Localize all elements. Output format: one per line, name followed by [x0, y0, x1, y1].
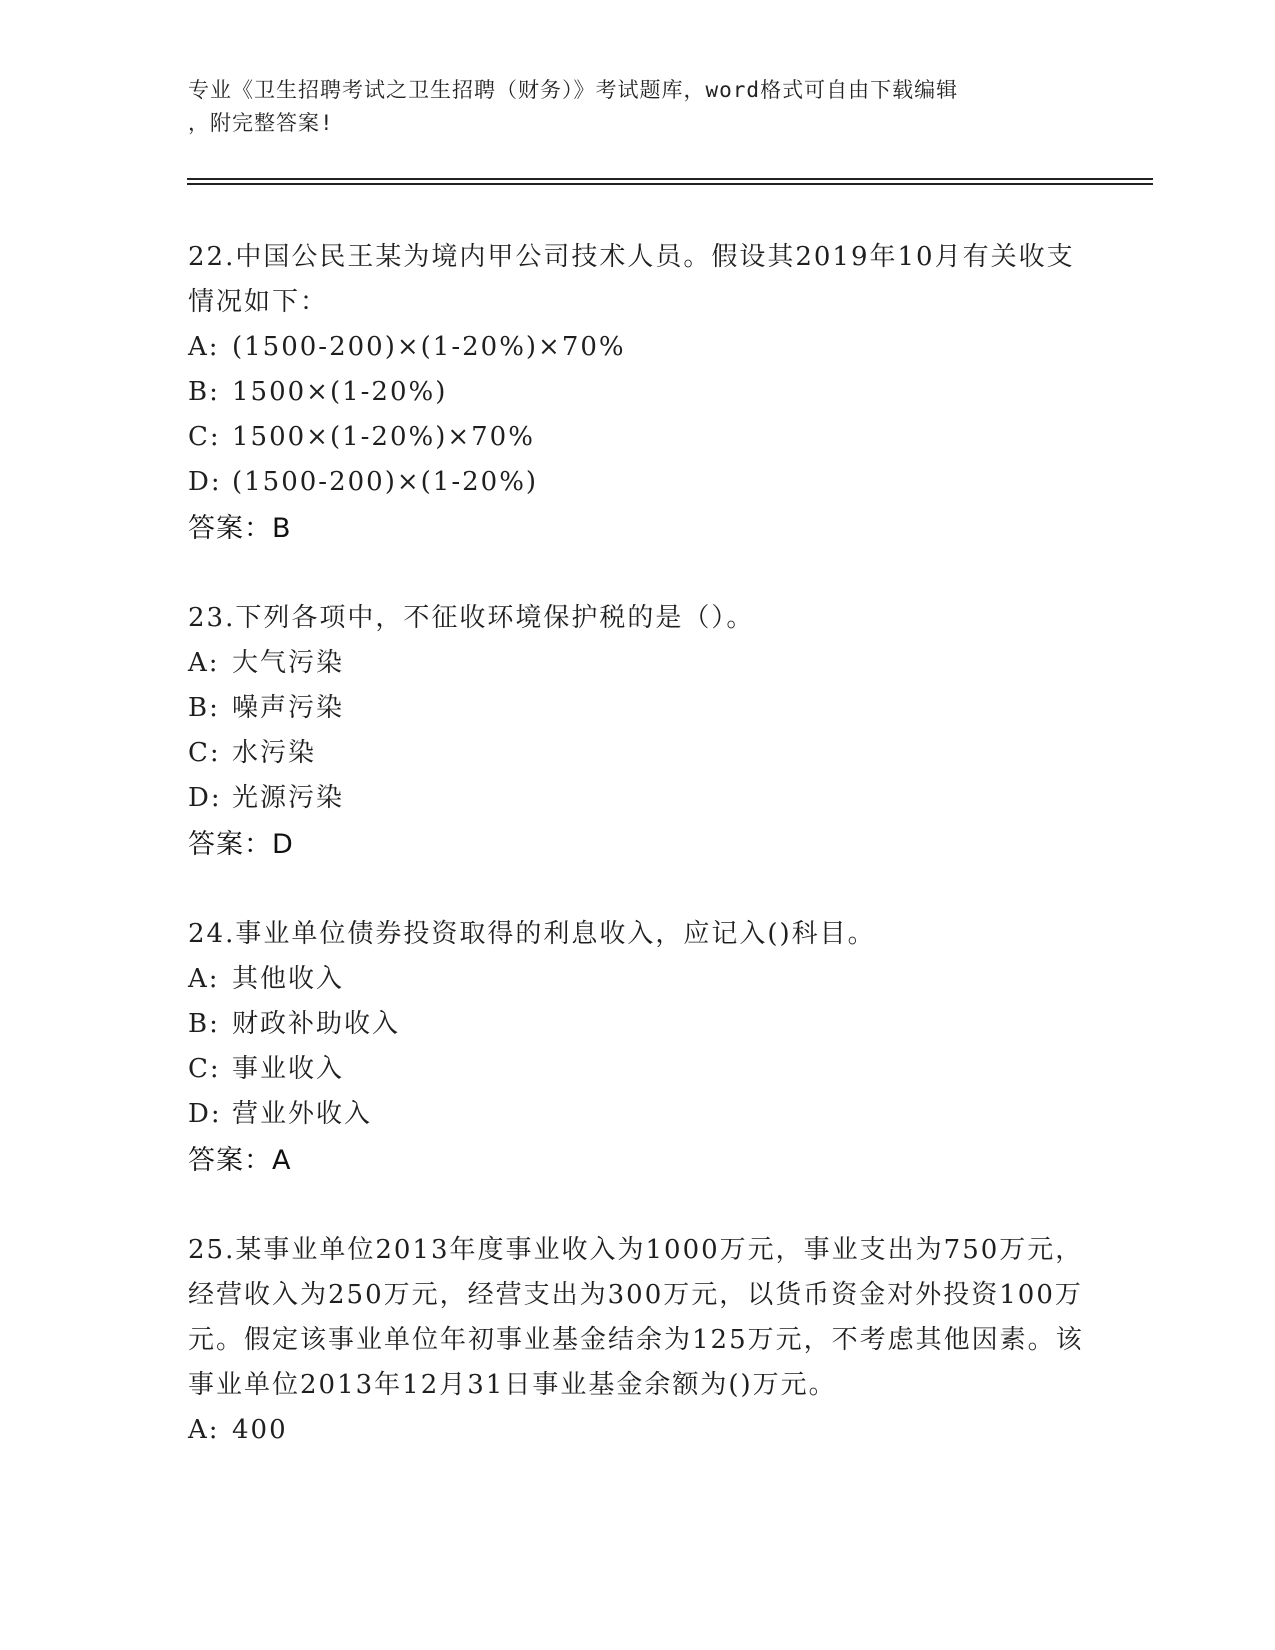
option-text: 事业收入: [232, 1054, 345, 1084]
option-b: [188, 370, 1088, 415]
option-key: D:: [188, 783, 222, 813]
option-c: [188, 415, 1088, 460]
option-key: D:: [188, 467, 222, 497]
option-key: D:: [188, 1099, 222, 1129]
option-key: A:: [188, 1415, 220, 1445]
option-text: 400: [232, 1415, 288, 1445]
answer-line: 答案：A: [188, 1145, 292, 1176]
question-stem: 23.下列各项中，不征收环境保护税的是（）。: [188, 603, 755, 633]
option-key: A:: [188, 648, 220, 678]
option-d: [188, 460, 1088, 505]
option-b: [188, 686, 1088, 731]
option-text: 1500×(1-20%)×70%: [232, 422, 535, 452]
document-header: [188, 74, 1068, 140]
header-divider-bottom: [187, 183, 1153, 185]
question-stem: 22.中国公民王某为境内甲公司技术人员。假设其2019年10月有关收支情况如下：: [188, 242, 1075, 317]
question-list: [188, 235, 1088, 1497]
question-23: [188, 596, 1088, 868]
option-text: 财政补助收入: [232, 1009, 401, 1039]
option-key: A:: [188, 964, 220, 994]
option-key: C:: [188, 1054, 221, 1084]
option-key: C:: [188, 422, 221, 452]
option-a: [188, 1408, 1088, 1453]
option-text: (1500-200)×(1-20%)×70%: [232, 332, 626, 362]
option-key: B:: [188, 377, 220, 407]
option-text: 大气污染: [232, 648, 345, 678]
option-d: [188, 1092, 1088, 1137]
question-25: [188, 1228, 1088, 1453]
option-c: [188, 731, 1088, 776]
option-a: [188, 641, 1088, 686]
option-text: 其他收入: [232, 964, 345, 994]
option-key: C:: [188, 738, 221, 768]
header-divider-top: [187, 178, 1153, 180]
header-line-2: ，附完整答案!: [188, 111, 334, 135]
answer-line: 答案：D: [188, 829, 294, 860]
option-text: 营业外收入: [232, 1099, 373, 1129]
option-d: [188, 776, 1088, 821]
question-24: [188, 912, 1088, 1184]
option-key: B:: [188, 1009, 220, 1039]
question-stem: 25.某事业单位2013年度事业收入为1000万元，事业支出为750万元，经营收入为250万元，经营支出为300万元，以货币资金对外投资100万元。假定该事业单位年初事业基金结余为125万元，不考虑其他因素。该事业单位2013年12月31日事业基金余额为()万元。: [188, 1235, 1084, 1400]
option-text: 1500×(1-20%): [232, 377, 448, 407]
option-b: [188, 1002, 1088, 1047]
option-a: [188, 325, 1088, 370]
option-text: 光源污染: [232, 783, 345, 813]
option-key: B:: [188, 693, 220, 723]
option-c: [188, 1047, 1088, 1092]
option-text: 噪声污染: [232, 693, 345, 723]
option-text: (1500-200)×(1-20%): [232, 467, 539, 497]
answer-line: 答案：B: [188, 513, 292, 544]
header-line-1: 专业《卫生招聘考试之卫生招聘（财务）》考试题库，word格式可自由下载编辑: [188, 78, 959, 102]
option-a: [188, 957, 1088, 1002]
option-text: 水污染: [232, 738, 317, 768]
question-stem: 24.事业单位债券投资取得的利息收入，应记入()科目。: [188, 919, 876, 949]
option-key: A:: [188, 332, 220, 362]
question-22: [188, 235, 1088, 552]
